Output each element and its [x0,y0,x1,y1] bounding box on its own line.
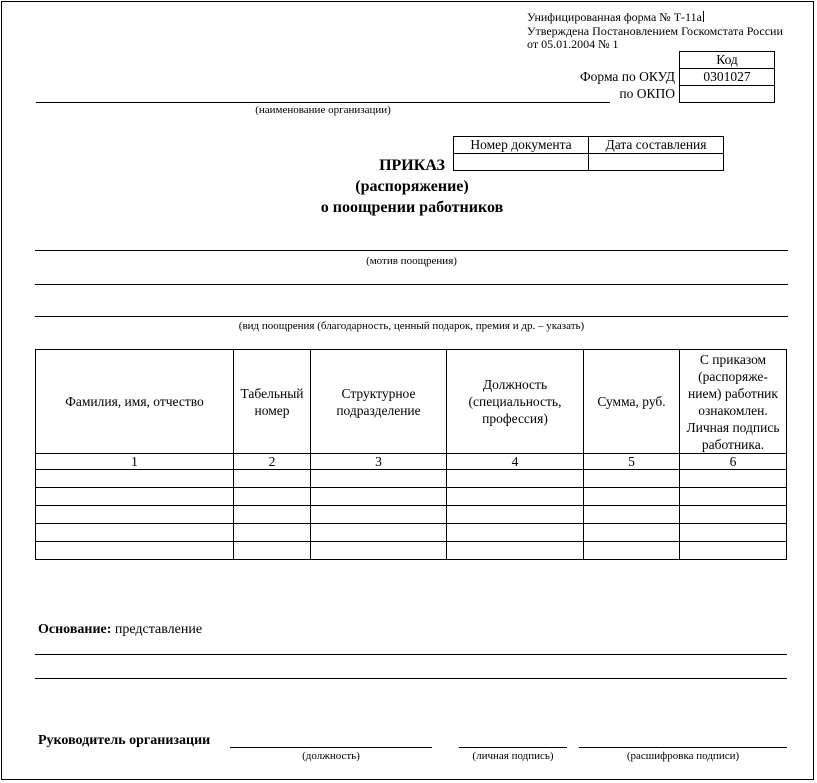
column-header-name: Фамилия, имя, отчество [36,350,234,454]
table-cell[interactable] [447,488,584,506]
table-cell[interactable] [680,506,787,524]
column-header-signature: С приказом (распоряже-нием) работник ознакомлен. Личная подпись работника. [680,350,787,454]
motive-field-line-2[interactable] [35,284,788,285]
table-row [36,470,787,488]
okud-field[interactable]: 0301027 [680,69,775,86]
organization-name-field[interactable] [36,102,610,103]
table-row [36,524,787,542]
column-header-tab-number: Табельный номер [234,350,311,454]
table-cell[interactable] [447,506,584,524]
okud-label: Форма по ОКУД [580,69,676,84]
column-number: 3 [311,454,447,470]
table-cell[interactable] [36,506,234,524]
column-number: 5 [584,454,680,470]
basis [38,622,202,638]
signature-decoding-field[interactable] [579,747,787,748]
table-row [36,506,787,524]
table-cell[interactable] [680,524,787,542]
table-row [36,542,787,560]
document-date-field[interactable] [589,154,724,171]
table-cell[interactable] [36,542,234,560]
table-cell[interactable] [311,524,447,542]
table-cell[interactable] [311,488,447,506]
code-header: Код [680,52,775,69]
motive-field[interactable] [35,250,788,251]
position-caption: (должность) [302,750,360,762]
signature-caption: (личная подпись) [472,750,554,762]
okpo-field[interactable] [680,86,775,103]
column-number: 1 [36,454,234,470]
table-cell[interactable] [680,470,787,488]
title-line-1: ПРИКАЗ [379,157,445,174]
form-header-line-2: Утверждена Постановлением Госкомстата России [527,23,783,38]
table-cell[interactable] [311,506,447,524]
kind-caption: (вид поощрения (благодарность, ценный подарок, премия и др. – указать) [238,320,585,332]
form-header-line-3: от 05.01.2004 № 1 [527,37,619,51]
column-header-amount: Сумма, руб. [584,350,680,454]
head-of-organization-label: Руководитель организации [38,733,211,748]
table-cell[interactable] [680,542,787,560]
table-cell[interactable] [447,524,584,542]
basis-field-line-2[interactable] [35,678,787,679]
text-cursor [703,11,704,22]
table-row [36,488,787,506]
title-line-3: о поощрении работников [320,199,504,216]
table-header-row [36,350,787,454]
form-header-line-1: Унифицированная форма № Т-11а [527,10,702,24]
table-cell[interactable] [447,470,584,488]
table-cell[interactable] [311,542,447,560]
table-cell[interactable] [447,542,584,560]
kind-field[interactable] [35,316,788,317]
document-number-header: Номер документа [454,137,589,154]
column-header-department: Структурное подразделение [311,350,447,454]
table-cell[interactable] [234,470,311,488]
column-numbers-row [36,454,787,470]
table-cell[interactable] [234,542,311,560]
table-cell[interactable] [584,524,680,542]
table-cell[interactable] [234,506,311,524]
column-number: 2 [234,454,311,470]
table-cell[interactable] [584,506,680,524]
table-cell[interactable] [680,488,787,506]
column-header-position: Должность (специальность, профессия) [447,350,584,454]
table-cell[interactable] [36,470,234,488]
okpo-label: по ОКПО [619,86,676,101]
basis-value: представление [114,622,203,637]
table-cell[interactable] [584,470,680,488]
organization-caption: (наименование организации) [255,104,391,116]
table-cell[interactable] [36,488,234,506]
motive-caption: (мотив поощрения) [366,255,457,267]
position-field[interactable] [230,747,432,748]
table-cell[interactable] [234,488,311,506]
basis-field[interactable] [35,654,787,655]
table-cell[interactable] [584,488,680,506]
column-number: 4 [447,454,584,470]
title-line-2: (распоряжение) [355,178,469,195]
form-header [527,11,783,52]
document-date-header: Дата составления [589,137,724,154]
table-cell[interactable] [36,524,234,542]
employees-table [35,349,787,560]
signature-field[interactable] [459,747,567,748]
table-cell[interactable] [311,470,447,488]
table-cell[interactable] [584,542,680,560]
signature-decoding-caption: (расшифровка подписи) [626,750,740,762]
table-cell[interactable] [234,524,311,542]
column-number: 6 [680,454,787,470]
codes-table [576,51,775,103]
basis-label: Основание: [38,622,112,637]
